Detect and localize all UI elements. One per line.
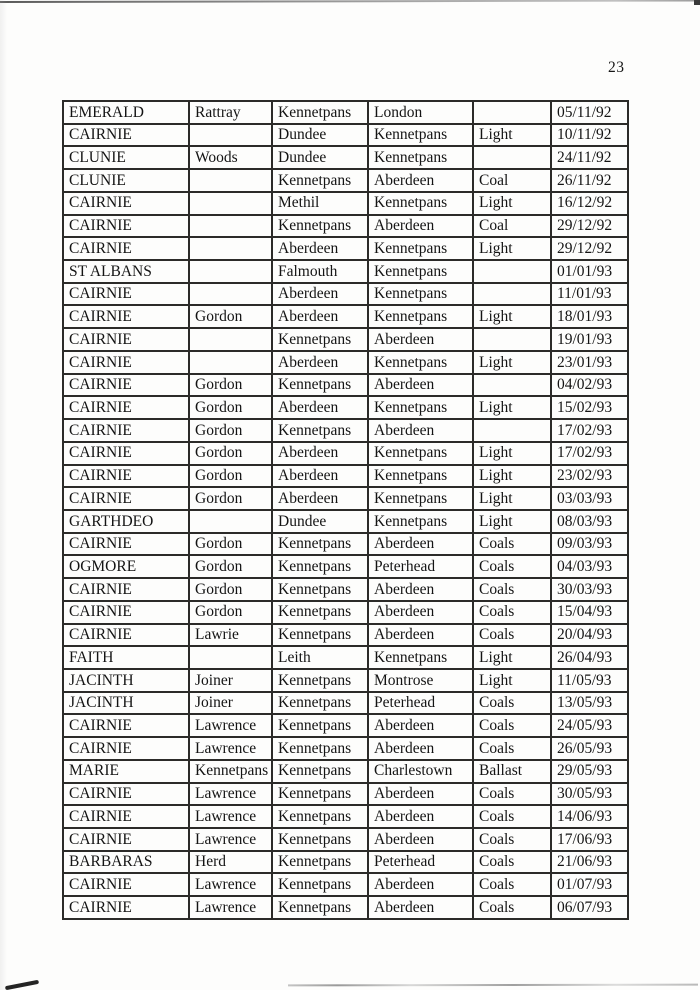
cell-port-to: Kennetpans [368, 146, 473, 169]
cell-ship-name: ST ALBANS [63, 260, 189, 283]
cell-port-from: Kennetpans [272, 714, 368, 737]
table-row [63, 783, 628, 806]
cell-master [189, 328, 272, 351]
cell-ship-name: CAIRNIE [63, 578, 189, 601]
cell-ship-name: CAIRNIE [63, 419, 189, 442]
cell-ship-name: CAIRNIE [63, 533, 189, 556]
cell-cargo: Light [473, 192, 551, 215]
cell-cargo: Light [473, 305, 551, 328]
cell-date: 26/05/93 [551, 737, 628, 760]
cell-cargo: Light [473, 487, 551, 510]
cell-port-from: Kennetpans [272, 533, 368, 556]
cell-cargo [473, 283, 551, 306]
cell-port-to: London [368, 101, 473, 124]
cell-port-to: Kennetpans [368, 283, 473, 306]
cell-port-from: Kennetpans [272, 760, 368, 783]
cell-date: 01/01/93 [551, 260, 628, 283]
cell-port-from: Aberdeen [272, 351, 368, 374]
cell-date: 20/04/93 [551, 624, 628, 647]
cell-port-to: Peterhead [368, 851, 473, 874]
cell-port-from: Kennetpans [272, 669, 368, 692]
table-row [63, 510, 628, 533]
cell-ship-name: CAIRNIE [63, 396, 189, 419]
cell-cargo: Light [473, 646, 551, 669]
table-row [63, 714, 628, 737]
table-row [63, 646, 628, 669]
cell-port-to: Kennetpans [368, 237, 473, 260]
cell-ship-name: CAIRNIE [63, 305, 189, 328]
table-row [63, 442, 628, 465]
cell-date: 29/12/92 [551, 237, 628, 260]
cell-master: Herd [189, 851, 272, 874]
table-row [63, 237, 628, 260]
cell-cargo: Coals [473, 783, 551, 806]
table-row [63, 101, 628, 124]
cell-ship-name: CAIRNIE [63, 351, 189, 374]
cell-cargo: Coals [473, 896, 551, 919]
cell-master: Lawrence [189, 737, 272, 760]
table-row [63, 146, 628, 169]
cell-date: 17/06/93 [551, 828, 628, 851]
table-row [63, 669, 628, 692]
cell-cargo: Light [473, 237, 551, 260]
cell-master: Joiner [189, 669, 272, 692]
cell-port-from: Kennetpans [272, 328, 368, 351]
cell-ship-name: CAIRNIE [63, 896, 189, 919]
cell-cargo: Coals [473, 714, 551, 737]
cell-date: 05/11/92 [551, 101, 628, 124]
cell-port-from: Kennetpans [272, 873, 368, 896]
cell-cargo: Coals [473, 828, 551, 851]
cell-port-from: Leith [272, 646, 368, 669]
cell-date: 18/01/93 [551, 305, 628, 328]
cell-master: Rattray [189, 101, 272, 124]
cell-port-to: Aberdeen [368, 533, 473, 556]
cell-port-to: Peterhead [368, 692, 473, 715]
cell-date: 08/03/93 [551, 510, 628, 533]
cell-ship-name: CAIRNIE [63, 237, 189, 260]
cell-port-to: Charlestown [368, 760, 473, 783]
table-row [63, 305, 628, 328]
cell-ship-name: CAIRNIE [63, 215, 189, 238]
cell-port-to: Kennetpans [368, 465, 473, 488]
cell-port-to: Kennetpans [368, 442, 473, 465]
cell-cargo: Coals [473, 601, 551, 624]
cell-master: Gordon [189, 555, 272, 578]
cell-port-from: Dundee [272, 146, 368, 169]
cell-ship-name: CAIRNIE [63, 714, 189, 737]
cell-port-to: Aberdeen [368, 624, 473, 647]
cell-master [189, 510, 272, 533]
voyage-table-body [63, 101, 628, 919]
cell-master: Lawrence [189, 873, 272, 896]
cell-port-to: Kennetpans [368, 192, 473, 215]
cell-ship-name: CLUNIE [63, 146, 189, 169]
cell-cargo: Coals [473, 737, 551, 760]
table-row [63, 601, 628, 624]
cell-master: Gordon [189, 442, 272, 465]
table-row [63, 260, 628, 283]
cell-master: Gordon [189, 419, 272, 442]
cell-port-from: Dundee [272, 510, 368, 533]
cell-master [189, 351, 272, 374]
cell-port-to: Aberdeen [368, 783, 473, 806]
cell-cargo [473, 328, 551, 351]
cell-ship-name: CAIRNIE [63, 192, 189, 215]
cell-port-from: Aberdeen [272, 396, 368, 419]
cell-cargo: Light [473, 669, 551, 692]
table-row [63, 374, 628, 397]
cell-port-from: Falmouth [272, 260, 368, 283]
cell-master: Gordon [189, 305, 272, 328]
cell-port-from: Aberdeen [272, 442, 368, 465]
cell-port-from: Kennetpans [272, 624, 368, 647]
cell-date: 30/03/93 [551, 578, 628, 601]
cell-master: Joiner [189, 692, 272, 715]
cell-port-to: Kennetpans [368, 124, 473, 147]
cell-master: Lawrie [189, 624, 272, 647]
cell-cargo: Coals [473, 805, 551, 828]
cell-cargo: Coals [473, 873, 551, 896]
cell-date: 15/02/93 [551, 396, 628, 419]
cell-port-to: Aberdeen [368, 328, 473, 351]
cell-master [189, 124, 272, 147]
cell-port-from: Kennetpans [272, 896, 368, 919]
table-row [63, 624, 628, 647]
cell-port-from: Kennetpans [272, 578, 368, 601]
cell-master: Gordon [189, 396, 272, 419]
cell-port-from: Dundee [272, 124, 368, 147]
cell-port-to: Kennetpans [368, 305, 473, 328]
cell-master: Lawrence [189, 783, 272, 806]
table-row [63, 692, 628, 715]
cell-port-from: Kennetpans [272, 601, 368, 624]
table-row [63, 873, 628, 896]
cell-port-from: Kennetpans [272, 555, 368, 578]
cell-ship-name: CAIRNIE [63, 737, 189, 760]
cell-cargo: Coal [473, 215, 551, 238]
cell-master: Woods [189, 146, 272, 169]
cell-date: 23/01/93 [551, 351, 628, 374]
table-row [63, 328, 628, 351]
table-row [63, 487, 628, 510]
voyage-log-table [62, 100, 629, 920]
table-row [63, 828, 628, 851]
table-row [63, 896, 628, 919]
cell-ship-name: CAIRNIE [63, 805, 189, 828]
table-row [63, 419, 628, 442]
cell-ship-name: CLUNIE [63, 169, 189, 192]
cell-port-from: Kennetpans [272, 805, 368, 828]
cell-port-from: Aberdeen [272, 487, 368, 510]
cell-date: 15/04/93 [551, 601, 628, 624]
cell-ship-name: FAITH [63, 646, 189, 669]
cell-cargo [473, 374, 551, 397]
cell-cargo [473, 101, 551, 124]
cell-date: 10/11/92 [551, 124, 628, 147]
scan-artifact-bottom-edge-line [288, 984, 698, 987]
cell-port-to: Aberdeen [368, 419, 473, 442]
cell-port-to: Aberdeen [368, 169, 473, 192]
cell-port-to: Peterhead [368, 555, 473, 578]
cell-ship-name: CAIRNIE [63, 465, 189, 488]
cell-cargo: Light [473, 124, 551, 147]
table-row [63, 124, 628, 147]
table-row [63, 737, 628, 760]
cell-ship-name: CAIRNIE [63, 374, 189, 397]
cell-cargo: Ballast [473, 760, 551, 783]
table-row [63, 215, 628, 238]
cell-date: 04/03/93 [551, 555, 628, 578]
scan-artifact-bottom-left-mark [5, 980, 39, 990]
cell-port-from: Aberdeen [272, 465, 368, 488]
cell-date: 04/02/93 [551, 374, 628, 397]
cell-ship-name: JACINTH [63, 669, 189, 692]
cell-port-to: Aberdeen [368, 578, 473, 601]
cell-master: Gordon [189, 601, 272, 624]
cell-ship-name: CAIRNIE [63, 624, 189, 647]
table-row [63, 351, 628, 374]
cell-port-from: Aberdeen [272, 305, 368, 328]
cell-ship-name: OGMORE [63, 555, 189, 578]
cell-ship-name: CAIRNIE [63, 873, 189, 896]
cell-date: 17/02/93 [551, 442, 628, 465]
cell-master: Gordon [189, 487, 272, 510]
cell-master [189, 192, 272, 215]
cell-date: 14/06/93 [551, 805, 628, 828]
cell-date: 01/07/93 [551, 873, 628, 896]
cell-port-to: Kennetpans [368, 396, 473, 419]
cell-cargo: Light [473, 510, 551, 533]
cell-master: Kennetpans [189, 760, 272, 783]
cell-port-from: Kennetpans [272, 828, 368, 851]
table-row [63, 805, 628, 828]
cell-cargo: Light [473, 442, 551, 465]
cell-master: Gordon [189, 465, 272, 488]
cell-date: 03/03/93 [551, 487, 628, 510]
cell-date: 17/02/93 [551, 419, 628, 442]
table-row [63, 533, 628, 556]
cell-cargo: Coals [473, 692, 551, 715]
cell-ship-name: CAIRNIE [63, 283, 189, 306]
cell-cargo [473, 146, 551, 169]
cell-ship-name: CAIRNIE [63, 328, 189, 351]
cell-date: 24/11/92 [551, 146, 628, 169]
cell-port-to: Aberdeen [368, 873, 473, 896]
cell-port-to: Kennetpans [368, 351, 473, 374]
table-row [63, 465, 628, 488]
cell-date: 19/01/93 [551, 328, 628, 351]
cell-port-from: Kennetpans [272, 215, 368, 238]
cell-master: Gordon [189, 533, 272, 556]
cell-ship-name: EMERALD [63, 101, 189, 124]
cell-ship-name: CAIRNIE [63, 828, 189, 851]
cell-date: 13/05/93 [551, 692, 628, 715]
cell-ship-name: CAIRNIE [63, 442, 189, 465]
cell-port-from: Kennetpans [272, 169, 368, 192]
table-row [63, 192, 628, 215]
cell-port-from: Kennetpans [272, 101, 368, 124]
cell-port-from: Kennetpans [272, 419, 368, 442]
cell-port-from: Methil [272, 192, 368, 215]
cell-port-from: Aberdeen [272, 237, 368, 260]
scan-artifact-top-edge-line [0, 0, 700, 3]
cell-port-to: Aberdeen [368, 828, 473, 851]
cell-cargo: Coal [473, 169, 551, 192]
cell-cargo: Light [473, 465, 551, 488]
cell-date: 24/05/93 [551, 714, 628, 737]
cell-port-from: Kennetpans [272, 374, 368, 397]
cell-port-to: Montrose [368, 669, 473, 692]
cell-date: 29/12/92 [551, 215, 628, 238]
cell-master [189, 260, 272, 283]
cell-master [189, 646, 272, 669]
cell-cargo: Coals [473, 533, 551, 556]
table-row [63, 578, 628, 601]
cell-port-to: Aberdeen [368, 805, 473, 828]
table-row [63, 169, 628, 192]
cell-date: 29/05/93 [551, 760, 628, 783]
table-row [63, 851, 628, 874]
scan-artifact-left-smear [0, 0, 7, 990]
table-row [63, 396, 628, 419]
cell-port-to: Kennetpans [368, 260, 473, 283]
cell-master: Lawrence [189, 714, 272, 737]
cell-port-from: Kennetpans [272, 783, 368, 806]
cell-master [189, 169, 272, 192]
cell-port-to: Aberdeen [368, 896, 473, 919]
cell-ship-name: GARTHDEO [63, 510, 189, 533]
cell-cargo [473, 260, 551, 283]
cell-master: Lawrence [189, 896, 272, 919]
cell-cargo: Coals [473, 624, 551, 647]
cell-master: Lawrence [189, 805, 272, 828]
cell-cargo: Light [473, 396, 551, 419]
cell-date: 23/02/93 [551, 465, 628, 488]
cell-port-to: Aberdeen [368, 215, 473, 238]
cell-port-from: Kennetpans [272, 692, 368, 715]
cell-port-from: Kennetpans [272, 737, 368, 760]
cell-master [189, 215, 272, 238]
cell-port-from: Aberdeen [272, 283, 368, 306]
cell-port-from: Kennetpans [272, 851, 368, 874]
cell-ship-name: CAIRNIE [63, 124, 189, 147]
cell-date: 21/06/93 [551, 851, 628, 874]
cell-port-to: Kennetpans [368, 646, 473, 669]
cell-date: 11/05/93 [551, 669, 628, 692]
cell-date: 30/05/93 [551, 783, 628, 806]
cell-port-to: Aberdeen [368, 714, 473, 737]
table-row [63, 555, 628, 578]
cell-cargo: Coals [473, 555, 551, 578]
cell-master: Gordon [189, 374, 272, 397]
cell-port-to: Kennetpans [368, 510, 473, 533]
cell-ship-name: CAIRNIE [63, 783, 189, 806]
cell-master: Gordon [189, 578, 272, 601]
cell-ship-name: BARBARAS [63, 851, 189, 874]
page-number: 23 [608, 59, 625, 76]
cell-date: 11/01/93 [551, 283, 628, 306]
cell-date: 26/11/92 [551, 169, 628, 192]
cell-master [189, 283, 272, 306]
cell-port-to: Aberdeen [368, 737, 473, 760]
cell-master [189, 237, 272, 260]
cell-ship-name: CAIRNIE [63, 487, 189, 510]
cell-cargo: Light [473, 351, 551, 374]
cell-cargo: Coals [473, 851, 551, 874]
cell-ship-name: JACINTH [63, 692, 189, 715]
table-row [63, 760, 628, 783]
cell-date: 09/03/93 [551, 533, 628, 556]
cell-port-to: Aberdeen [368, 601, 473, 624]
cell-cargo [473, 419, 551, 442]
cell-date: 06/07/93 [551, 896, 628, 919]
cell-master: Lawrence [189, 828, 272, 851]
cell-date: 16/12/92 [551, 192, 628, 215]
table-row [63, 283, 628, 306]
scan-artifact-top-right-dot [694, 0, 700, 5]
cell-cargo: Coals [473, 578, 551, 601]
cell-ship-name: MARIE [63, 760, 189, 783]
cell-ship-name: CAIRNIE [63, 601, 189, 624]
cell-port-to: Aberdeen [368, 374, 473, 397]
cell-port-to: Kennetpans [368, 487, 473, 510]
cell-date: 26/04/93 [551, 646, 628, 669]
